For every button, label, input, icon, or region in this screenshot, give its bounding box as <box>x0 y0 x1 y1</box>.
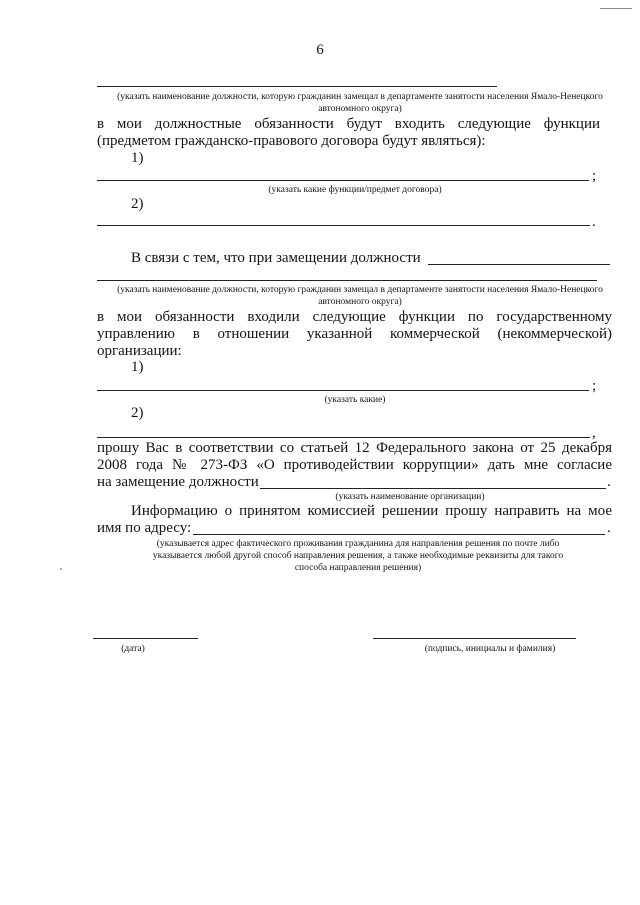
scan-noise-dot <box>60 568 62 570</box>
signature-fill-line[interactable] <box>373 638 576 639</box>
period-2: . <box>607 474 611 490</box>
period-1: . <box>592 214 596 230</box>
position-fill-line-1[interactable] <box>97 86 497 87</box>
para-request-line1: прошу Вас в соответствии со статьей 12 Федерального закона от 25 декабря <box>97 440 612 456</box>
para-duties2-line2: управлению в отношении указанной коммерческой (некоммерческой) <box>97 326 612 342</box>
hint-address-line2: указывается любой другой способ направления решения, а также необходимые реквизиты для такого <box>152 551 564 561</box>
item-2-number-b: 2) <box>131 405 144 421</box>
semicolon-1: ; <box>592 168 597 184</box>
para-connection: В связи с тем, что при замещении должности <box>131 250 421 266</box>
hint-functions: (указать какие функции/предмет договора) <box>268 185 442 195</box>
hint-position-1: (указать наименование должности, которую гражданин замещал в департаменте занятости населения Ямало-Ненецкого автономного округа) <box>117 92 603 114</box>
para-request-line2: 2008 года № 273-ФЗ «О противодействии коррупции» дать мне согласие <box>97 457 612 473</box>
functions-fill-line-3[interactable] <box>97 390 589 391</box>
address-fill-line[interactable] <box>193 534 605 535</box>
item-1-number-b: 1) <box>131 359 144 375</box>
para-duties-line2: (предметом гражданско-правового договора будут являться): <box>97 133 486 149</box>
item-1-number: 1) <box>131 150 144 166</box>
label-signature: (подпись, инициалы и фамилия) <box>424 644 556 654</box>
hint-which: (указать какие) <box>324 395 386 405</box>
hint-address-line1: (указывается адрес фактического проживания гражданина для направления решения по почте либо <box>156 539 560 549</box>
page-number: 6 <box>316 42 324 58</box>
scan-noise-mark <box>600 8 632 9</box>
hint-address-line3: способа направления решения) <box>294 563 422 573</box>
functions-fill-line-1[interactable] <box>97 180 589 181</box>
functions-fill-line-4[interactable] <box>97 437 590 438</box>
para-request-line3: на замещение должности <box>97 474 259 490</box>
item-2-number: 2) <box>131 196 144 212</box>
hint-org: (указать наименование организации) <box>335 492 485 502</box>
position-fill-line-2[interactable] <box>97 280 597 281</box>
label-date: (дата) <box>121 644 145 654</box>
position-inline-line[interactable] <box>428 264 610 265</box>
organization-fill-line[interactable] <box>260 488 606 489</box>
para-duties-line1: в мои должностные обязанности будут входить следующие функции <box>97 116 600 132</box>
hint-position-2: (указать наименование должности, которую гражданин замещал в департаменте занятости населения Ямало-Ненецкого автономного округа) <box>117 285 603 307</box>
functions-fill-line-2[interactable] <box>97 225 590 226</box>
period-3: . <box>607 520 611 536</box>
para-info-line1: Информацию о принятом комиссией решении прошу направить на мое <box>131 503 612 519</box>
para-info-line2: имя по адресу: <box>97 520 192 536</box>
date-fill-line[interactable] <box>93 638 198 639</box>
comma-1: , <box>592 425 596 441</box>
para-duties2-line1: в мои обязанности входили следующие функции по государственному <box>97 309 612 325</box>
para-duties2-line3: организации: <box>97 343 182 359</box>
semicolon-2: ; <box>592 378 597 394</box>
